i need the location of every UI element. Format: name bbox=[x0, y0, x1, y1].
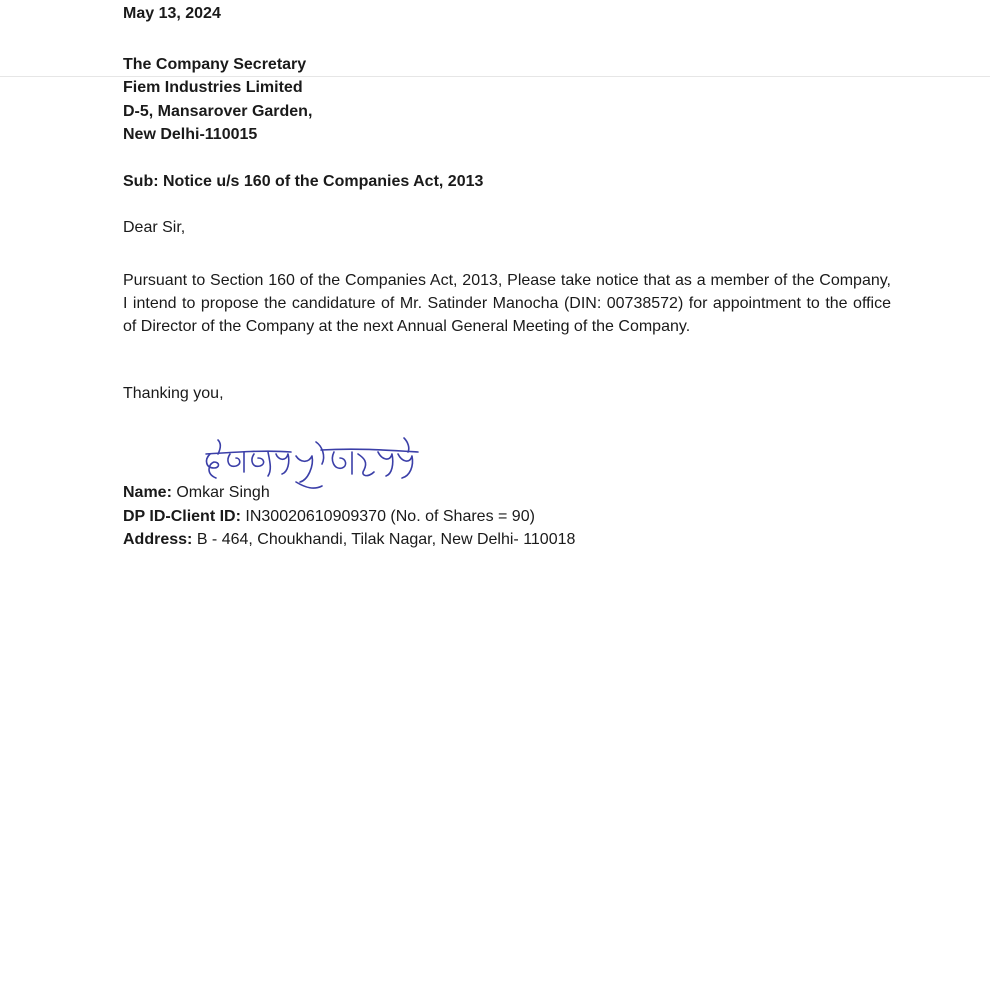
sender-address-label: Address: bbox=[123, 531, 193, 548]
sender-dp-label: DP ID-Client ID: bbox=[123, 507, 241, 525]
addressee-line-city: New Delhi-110015 bbox=[123, 125, 258, 143]
sender-dp-row bbox=[123, 505, 575, 529]
addressee-line-street: D-5, Mansarover Garden, bbox=[123, 102, 313, 120]
addressee-block bbox=[123, 53, 312, 146]
letter-salutation: Dear Sir, bbox=[123, 219, 186, 236]
letter-body: Pursuant to Section 160 of the Companies Act, 2013, Please take notice that as a member of the Company, I intend to propose the candidature of Mr. Satinder Manocha (DIN: 00738572) for appointment to the office of Director of the Company at the next Annual General Meeting of the Company. bbox=[123, 272, 891, 335]
addressee-line-title: The Company Secretary bbox=[123, 56, 307, 73]
sender-dp-value: IN30020610909370 (No. of Shares = 90) bbox=[245, 507, 535, 525]
addressee-line-company: Fiem Industries Limited bbox=[123, 79, 303, 97]
sender-name-value: Omkar Singh bbox=[176, 484, 270, 501]
letter-closing: Thanking you, bbox=[123, 385, 224, 402]
sender-address-row bbox=[123, 528, 575, 552]
sender-name-label: Name: bbox=[123, 484, 172, 501]
sender-address-value: B - 464, Choukhandi, Tilak Nagar, New Delhi- 110018 bbox=[196, 531, 576, 548]
letter-subject: Sub: Notice u/s 160 of the Companies Act, 2013 bbox=[123, 173, 484, 190]
handwritten-signature bbox=[196, 432, 426, 494]
letter-date: May 13, 2024 bbox=[123, 5, 221, 22]
